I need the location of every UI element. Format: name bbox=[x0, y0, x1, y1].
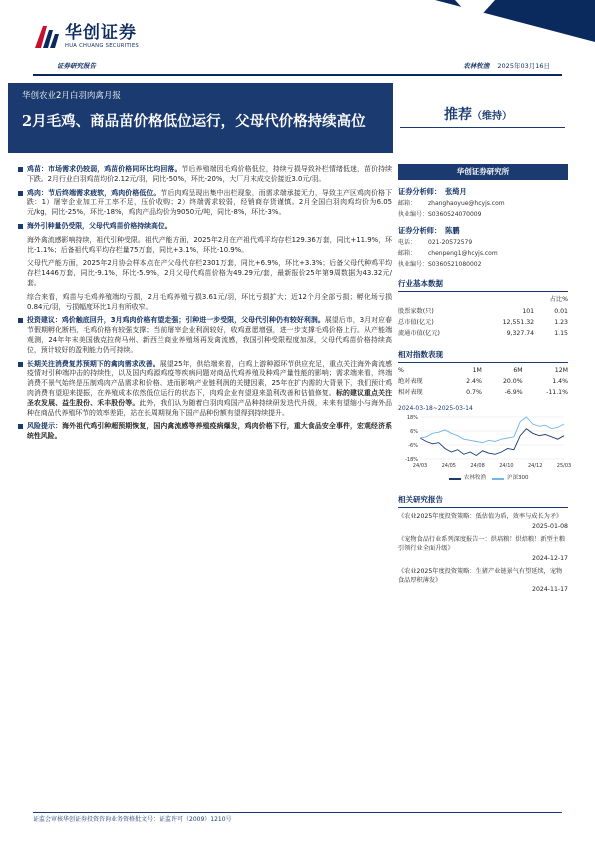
rating-divider bbox=[400, 127, 565, 128]
para-text: 节后肉鸡呈现出集中出栏现象，而需求端承接无力，导致主产区鸡肉价格下跌：1）屠宰企业加工开工率不足，压价收购；2）终端需求较弱，经销商存货谨慎。2月全国白羽肉鸡均价为6.05元/kg，同比-25%，环比-18%，鸡肉产品均价为9050元/吨，同比-8%，环比-3%。 bbox=[27, 188, 393, 217]
related-report-date: 2024-11-17 bbox=[532, 586, 568, 594]
para-lead-2: 标的建议重点关注圣农发展、益生股份、禾丰股份等。 bbox=[27, 388, 392, 407]
table-cell: 9,327.74 bbox=[506, 329, 535, 337]
chart-y-tick-label: 18% bbox=[406, 415, 418, 422]
header-divider bbox=[33, 74, 562, 76]
analyst-role: 证券分析师： bbox=[398, 187, 442, 196]
report-meta bbox=[463, 62, 550, 71]
para-lead: 海外引种量仍受限，父母代鸡苗价格持续高位。 bbox=[27, 221, 172, 230]
email-label: 邮箱： bbox=[398, 249, 417, 257]
bullet-square-icon bbox=[18, 191, 23, 196]
table-header-cell: 6M bbox=[513, 367, 523, 375]
table-row bbox=[398, 377, 568, 388]
legend-label-2: 沪深300 bbox=[507, 475, 529, 482]
para-lead: 鸡肉：节后终端需求疲软，鸡肉价格低位。 bbox=[27, 188, 161, 197]
related-report-date: 2025-01-08 bbox=[532, 522, 568, 530]
chart-y-tick-label: -6% bbox=[408, 443, 418, 450]
para-lead: 风险提示： bbox=[27, 422, 63, 431]
related-reports-title: 相关研究报告 bbox=[398, 495, 568, 508]
table-cell: 绝对表现 bbox=[398, 378, 423, 386]
chart-x-tick-label: 24/12 bbox=[527, 463, 543, 470]
cert-label: 执业编号： bbox=[398, 210, 429, 218]
legend-swatch-2 bbox=[492, 478, 504, 480]
related-report-item[interactable]: 《农业2025年度投资策略：生猪产业链景气有望延续，宠物食品厚积薄发》 bbox=[398, 568, 563, 584]
bullet-square-icon bbox=[18, 167, 23, 172]
cert-value: S0360524070009 bbox=[428, 210, 482, 218]
sidebar-header: 华创证券研究所 bbox=[398, 164, 568, 180]
relative-performance-title: 相对指数表现 bbox=[398, 350, 568, 363]
email-label: 邮箱： bbox=[398, 199, 417, 207]
email-value[interactable]: zhanghaoyue@hcyjs.com bbox=[428, 199, 505, 207]
table-cell: 0.7% bbox=[466, 389, 482, 397]
related-report-item[interactable]: 《宠物食品行业系列深度报告一：烘培粮！烘焙粮！新型主粮引领行业全面升级》 bbox=[398, 536, 566, 552]
para-text: 节后养殖端因毛鸡价格低位，持续亏损导致补栏情绪低迷，苗价持续下跌。2月行业白羽鸡苗均价2.12元/羽，同比-50%，环比-20%，大厂月末成交价接近3.0元/羽。 bbox=[27, 165, 393, 183]
phone-value: 021-20572579 bbox=[428, 238, 473, 246]
bullet-square-icon bbox=[18, 224, 23, 229]
table-cell: 2.4% bbox=[466, 378, 482, 386]
table-row bbox=[398, 388, 568, 399]
table-header-cell bbox=[476, 295, 534, 306]
chart-x-tick-label: 24/05 bbox=[441, 463, 457, 470]
table-row bbox=[398, 317, 568, 328]
analyst-2-phone bbox=[398, 239, 568, 247]
corner-decoration bbox=[435, 0, 595, 42]
rating-sub: （维持） bbox=[472, 111, 512, 122]
table-header-cell bbox=[398, 295, 476, 306]
analyst-role: 证券分析师： bbox=[398, 225, 442, 235]
table-cell: 1.23 bbox=[554, 318, 568, 326]
report-subtitle: 华创农业2月白羽肉禽月报 bbox=[22, 91, 121, 101]
logo-name-en: HUA CHUANG SECURITIES bbox=[65, 43, 140, 49]
analyst-1-email bbox=[398, 200, 568, 208]
table-cell: 12,551.32 bbox=[502, 318, 535, 326]
paragraph-chick bbox=[18, 165, 392, 185]
table-header-cell: 12M bbox=[554, 367, 568, 375]
bullet-square-icon bbox=[18, 362, 23, 367]
para-text: 展望25年，供给端来看，白鸡上游种源环节供应充足，重点关注海外禽流感疫情对引种端冲击的持续性，以及国内鸡源鸡疫等疾病问题对商品代鸡养殖及种鸡产量性能的影响；需求端来看，终端消费不景气始终是压制鸡肉产品需求和价格、进而影响产业链利润的关键因素，25年在扩内需的大背景下，我们预计鸡肉消费有望迎来提振，在养殖成本依然低位运行的状态下，肉鸡企业有望迎来盈利改善和估值修复。 bbox=[27, 359, 393, 397]
para-text-2: 此外，我们认为随着白羽肉鸡国产品种持续研发迭代升级，未来有望缩小与海外品种在商品代养殖环节的效率差距，站在长周期视角下国产品种份额有望得到持续提升。 bbox=[27, 398, 393, 417]
sidebar bbox=[398, 164, 572, 595]
table-cell: 20.0% bbox=[502, 378, 523, 386]
analyst-2-name bbox=[398, 226, 568, 236]
para-text: 海外祖代鸡引种超预期恢复，国内禽流感等养殖疫病爆发，鸡肉价格下行，重大食品安全事件，宏观经济系统性风险。 bbox=[27, 422, 392, 441]
report-type: 证券研究报告 bbox=[57, 62, 96, 70]
chart-x-tick-label: 24/10 bbox=[499, 463, 514, 470]
email-value[interactable]: chenpeng1@hcyjs.com bbox=[428, 249, 498, 257]
chart-x-tick-label: 25/03 bbox=[556, 463, 572, 470]
cert-label: 执业编号： bbox=[398, 260, 429, 268]
chart-y-tick-label: 6% bbox=[410, 429, 418, 436]
paragraph-investment bbox=[18, 316, 392, 355]
table-cell: 1.15 bbox=[554, 329, 568, 337]
table-cell: -6.9% bbox=[504, 389, 523, 397]
paragraph-summary: 综合来看，鸡苗与毛鸡养殖端均亏损，2月毛鸡养殖亏损3.61元/羽，环比亏损扩大；近12个月全部亏损；孵化场亏损0.84元/羽，亏损幅度环比1月有所收窄。 bbox=[27, 292, 392, 311]
logo-name-cn: 华创证券 bbox=[65, 23, 137, 43]
table-row bbox=[398, 306, 568, 317]
industry-label: 农林牧渔 bbox=[463, 62, 490, 70]
table-cell: 101 bbox=[522, 307, 535, 315]
footer-license: 证监会审核华创证券投资咨询业务资格批文号：证监许可（2009）1210号 bbox=[33, 816, 232, 823]
chart-series-line-2 bbox=[420, 417, 564, 443]
bullet-square-icon bbox=[18, 318, 23, 323]
footer-divider bbox=[33, 812, 562, 813]
basic-data-table bbox=[398, 295, 568, 340]
table-row bbox=[398, 328, 568, 339]
table-cell: 0.01 bbox=[554, 307, 568, 315]
company-logo bbox=[33, 18, 163, 58]
table-cell: 总市值(亿元) bbox=[398, 318, 434, 326]
rating bbox=[444, 106, 512, 125]
logo-mark-icon bbox=[33, 22, 61, 50]
chart-plot bbox=[398, 413, 572, 475]
para-lead: 投资建议：鸡价触底回升，3月鸡肉价格有望走强；引种进一步受限，父母代引种仍有较好利润。 bbox=[27, 316, 325, 325]
paragraph-long-term bbox=[18, 360, 392, 419]
analyst-2-email bbox=[398, 250, 568, 258]
related-report-date: 2024-12-17 bbox=[532, 554, 568, 562]
chart-legend bbox=[443, 475, 529, 482]
related-report-item[interactable]: 《农业2025年度投资策略：低估值为盾，效率与成长为矛》 bbox=[398, 513, 563, 521]
bullet-square-icon bbox=[18, 424, 23, 429]
table-cell: 1.4% bbox=[552, 378, 568, 386]
paragraph-parent: 父母代产能方面，2025年2月协会样本点在产父母代存栏2301万套，同比+6.9%，环比+3.3%；后备父母代种鸡平均存栏1446万套，同比-9.1%，环比-5.9%，2月父母代鸡苗价格为49.29元/套，最新报价25年第9周数据为43.32元/套。 bbox=[27, 259, 392, 287]
legend-label-1: 农林牧渔 bbox=[464, 475, 487, 482]
paragraph-breeder bbox=[18, 222, 392, 232]
basic-data-title: 行业基本数据 bbox=[398, 279, 568, 292]
chart-series-line-1 bbox=[420, 429, 564, 456]
analyst-1-name bbox=[398, 187, 568, 197]
para-lead: 长期关注消费复苏预期下的禽肉需求改善。 bbox=[27, 359, 160, 368]
para-lead: 鸡苗：市场需求仍较弱，鸡苗价格同环比均回落。 bbox=[27, 165, 182, 173]
chart-x-tick-label: 24/03 bbox=[412, 463, 428, 470]
table-header-cell: 1M bbox=[472, 367, 482, 375]
analyst-1-cert bbox=[398, 211, 568, 219]
phone-label: 电话： bbox=[398, 238, 417, 246]
analyst-name: 张绮月 bbox=[445, 187, 467, 196]
para-text: 展望后市，3月对应春节假期孵化断档，毛鸡价格有较强支撑；当前屠宰企业利润较好，收鸡意愿增强，进一步支撑毛鸡价格上行。从产能端观测，24年年末美国俄克拉荷马州、新西兰商业养殖场再发禽流感，我国引种受限程度加深，父母代鸡苗价格持续高位，预计较好的盈利能力仍可持续。 bbox=[27, 316, 392, 354]
table-cell: 相对表现 bbox=[398, 389, 423, 397]
paragraph-risk bbox=[18, 422, 392, 442]
title-banner bbox=[8, 83, 393, 153]
report-date: 2025年03月16日 bbox=[497, 62, 550, 70]
legend-swatch-1 bbox=[449, 478, 461, 480]
report-title: 2月毛鸡、商品苗价格低位运行，父母代价格持续高位 bbox=[22, 113, 366, 130]
table-header-row bbox=[398, 295, 568, 306]
paragraph-meat bbox=[18, 189, 392, 218]
table-header-row bbox=[398, 366, 568, 377]
table-cell: 流通市值(亿元) bbox=[398, 329, 440, 337]
table-cell: -11.1% bbox=[546, 389, 568, 397]
table-cell: 股票家数(只) bbox=[398, 307, 434, 315]
cert-value: S0360521080002 bbox=[428, 260, 482, 268]
analyst-2-cert bbox=[398, 261, 568, 269]
chart-title: 2024-03-18~2025-03-14 bbox=[398, 405, 473, 413]
table-header-cell: % bbox=[398, 367, 404, 375]
chart-x-tick-label: 24/08 bbox=[470, 463, 485, 470]
relative-performance-table bbox=[398, 366, 568, 399]
table-header-cell: 占比% bbox=[549, 296, 568, 304]
rating-main: 推荐 bbox=[444, 107, 472, 123]
index-chart bbox=[398, 405, 572, 485]
analyst-name: 陈鹏 bbox=[445, 225, 460, 235]
main-content bbox=[18, 165, 392, 446]
chart-y-tick-label: -18% bbox=[405, 457, 418, 464]
paragraph-grandparent: 海外禽流感影响持续，祖代引种受限。祖代产能方面，2025年2月在产祖代鸡平均存栏129.36万套，同比+11.9%，环比-1.1%；后备祖代鸡平均存栏量75万套，同比+3.1%，环比-10.9%。 bbox=[27, 235, 392, 254]
